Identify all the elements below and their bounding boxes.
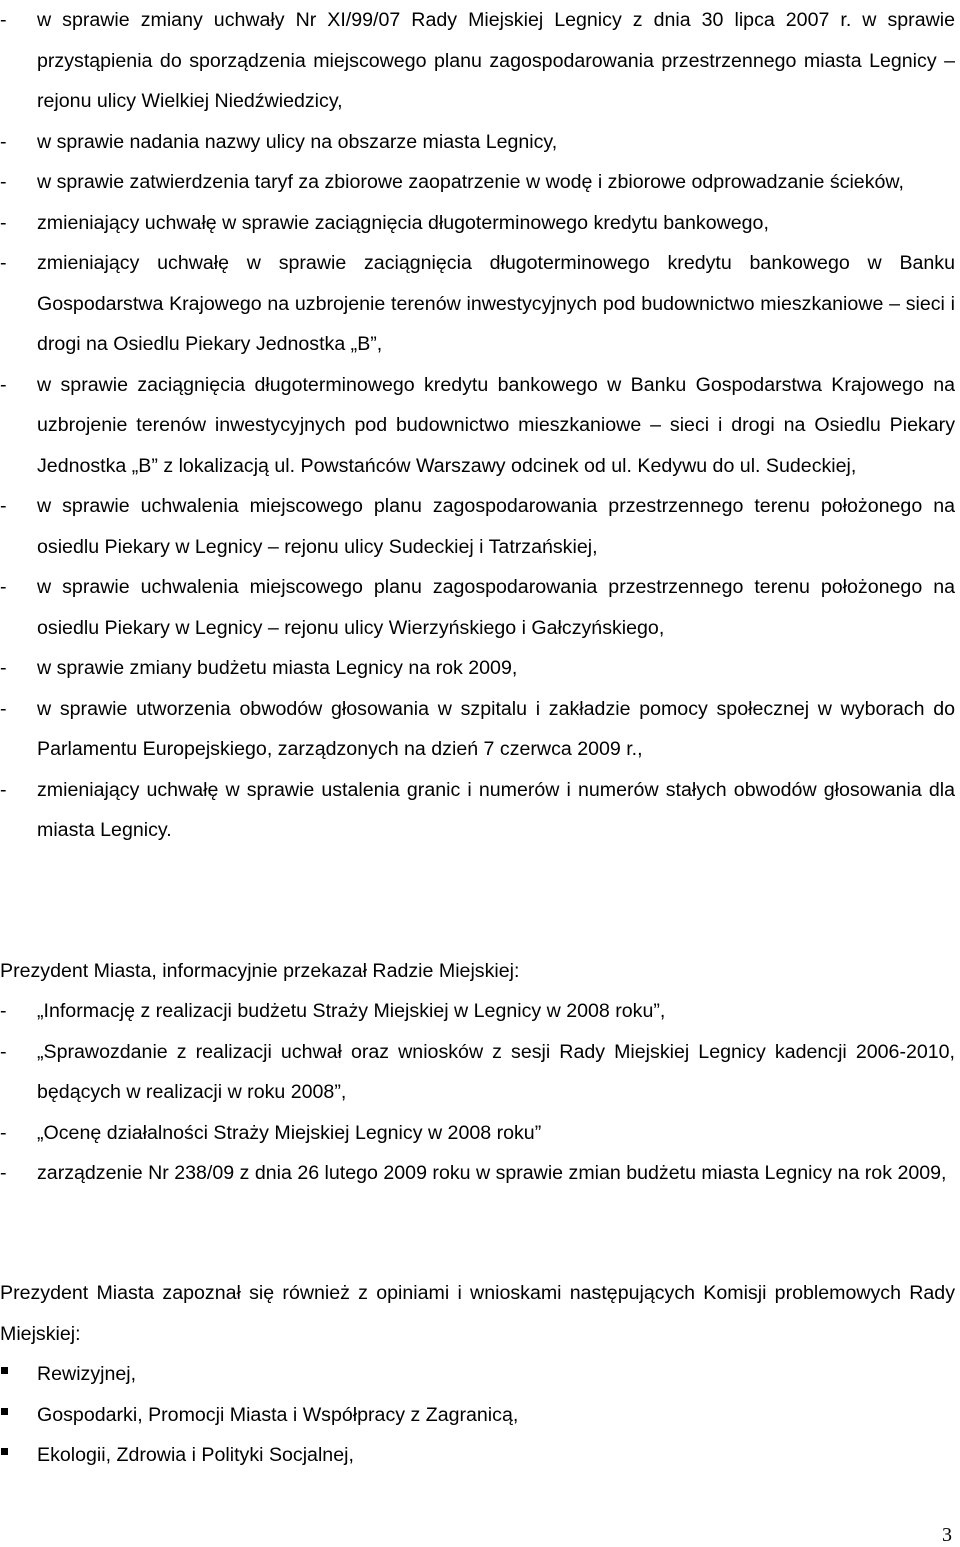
- list-item-text: Gospodarki, Promocji Miasta i Współpracy z Zagranicą,: [37, 1403, 519, 1426]
- list-item: [0, 648, 955, 689]
- paragraph-commissions: Prezydent Miasta zapoznał się również z opiniami i wnioskami następujących Komisji problemowych Rady Miejskiej:: [0, 1282, 955, 1345]
- list-item: [0, 122, 955, 163]
- list-item: [0, 689, 955, 770]
- dash-marker: -: [0, 9, 7, 31]
- list-item: [0, 1153, 955, 1194]
- list-item-text: w sprawie zatwierdzenia taryf za zbiorowe zaopatrzenie w wodę i zbiorowe odprowadzanie ścieków,: [37, 171, 904, 193]
- list-item: [0, 770, 955, 851]
- dash-marker: -: [0, 1162, 7, 1184]
- list-item-text: w sprawie zmiany uchwały Nr XI/99/07 Rady Miejskiej Legnicy z dnia 30 lipca 2007 r. w sprawie przystąpienia do sporządzenia miejscowego planu zagospodarowania przestrzennego miasta Legnicy – rejonu ulicy Wielkiej Niedźwiedzicy,: [37, 9, 955, 112]
- commissions-list: [0, 1354, 955, 1476]
- square-bullet-icon: [1, 1448, 8, 1455]
- dash-marker: -: [0, 495, 7, 517]
- list-item: [0, 1113, 955, 1154]
- list-item-text: w sprawie uchwalenia miejscowego planu zagospodarowania przestrzennego terenu położonego na osiedlu Piekary w Legnicy – rejonu ulicy Sudeckiej i Tatrzańskiej,: [37, 495, 955, 558]
- dash-marker: -: [0, 373, 7, 396]
- paragraph-informational: Prezydent Miasta, informacyjnie przekazał Radzie Miejskiej:: [0, 960, 520, 982]
- list-item-text: zmieniający uchwałę w sprawie zaciągnięcia długoterminowego kredytu bankowego w Banku Gospodarstwa Krajowego na uzbrojenie terenów inwestycyjnych pod budownictwo mieszkaniowe – sieci i drogi na Osiedlu Piekary Jednostka „B”,: [37, 252, 955, 355]
- list-item: [0, 1032, 955, 1113]
- list-item: [0, 567, 955, 648]
- informational-list: [0, 991, 955, 1194]
- dash-marker: -: [0, 576, 7, 598]
- dash-marker: -: [0, 130, 7, 153]
- square-bullet-icon: [1, 1408, 8, 1415]
- list-item-text: zarządzenie Nr 238/09 z dnia 26 lutego 2009 roku w sprawie zmian budżetu miasta Legnicy na rok 2009,: [37, 1162, 947, 1184]
- list-item-text: w sprawie zaciągnięcia długoterminowego kredytu bankowego w Banku Gospodarstwa Krajowego na uzbrojenie terenów inwestycyjnych pod budownictwo mieszkaniowe – sieci i drogi na Osiedlu Piekary Jednostka „B” z lokalizacją ul. Powstańców Warszawy odcinek od ul. Kedywu do ul. Sudeckiej,: [37, 373, 955, 477]
- list-item-text: w sprawie utworzenia obwodów głosowania w szpitalu i zakładzie pomocy społecznej w wyborach do Parlamentu Europejskiego, zarządzonych na dzień 7 czerwca 2009 r.,: [37, 697, 955, 760]
- dash-marker: -: [0, 1040, 7, 1063]
- list-item: [0, 243, 955, 365]
- list-item-text: zmieniający uchwałę w sprawie ustalenia granic i numerów i numerów stałych obwodów głosowania dla miasta Legnicy.: [37, 778, 955, 841]
- dash-marker: -: [0, 1000, 7, 1022]
- list-item-text: „Ocenę działalności Straży Miejskiej Legnicy w 2008 roku”: [37, 1121, 542, 1144]
- list-item: [0, 203, 955, 244]
- list-item: [0, 1354, 955, 1395]
- page-number: 3: [942, 1524, 952, 1546]
- dash-marker: -: [0, 657, 7, 679]
- list-item-text: w sprawie zmiany budżetu miasta Legnicy na rok 2009,: [37, 657, 518, 679]
- list-item: [0, 991, 955, 1032]
- list-item: [0, 486, 955, 567]
- square-bullet-icon: [1, 1367, 8, 1374]
- list-item: [0, 0, 955, 122]
- list-item-text: „Sprawozdanie z realizacji uchwał oraz wniosków z sesji Rady Miejskiej Legnicy kadencji 2006-2010, będących w realizacji w roku 2008”,: [37, 1040, 955, 1103]
- dash-marker: -: [0, 211, 7, 234]
- dash-marker: -: [0, 778, 7, 801]
- dash-marker: -: [0, 171, 7, 193]
- list-item-text: w sprawie uchwalenia miejscowego planu zagospodarowania przestrzennego terenu położonego na osiedlu Piekary w Legnicy – rejonu ulicy Wierzyńskiego i Gałczyńskiego,: [37, 576, 955, 639]
- list-item: [0, 1435, 955, 1476]
- list-item-text: „Informację z realizacji budżetu Straży Miejskiej w Legnicy w 2008 roku”,: [37, 1000, 666, 1022]
- list-item-text: Rewizyjnej,: [37, 1363, 137, 1385]
- list-item: [0, 365, 955, 487]
- list-item-text: Ekologii, Zdrowia i Polityki Socjalnej,: [37, 1444, 354, 1466]
- dash-marker: -: [0, 252, 7, 274]
- list-item: [0, 1395, 955, 1436]
- dash-marker: -: [0, 697, 7, 720]
- dash-marker: -: [0, 1121, 7, 1144]
- list-item-text: w sprawie nadania nazwy ulicy na obszarze miasta Legnicy,: [37, 130, 558, 153]
- list-item: [0, 162, 955, 203]
- list-item-text: zmieniający uchwałę w sprawie zaciągnięcia długoterminowego kredytu bankowego,: [37, 211, 769, 234]
